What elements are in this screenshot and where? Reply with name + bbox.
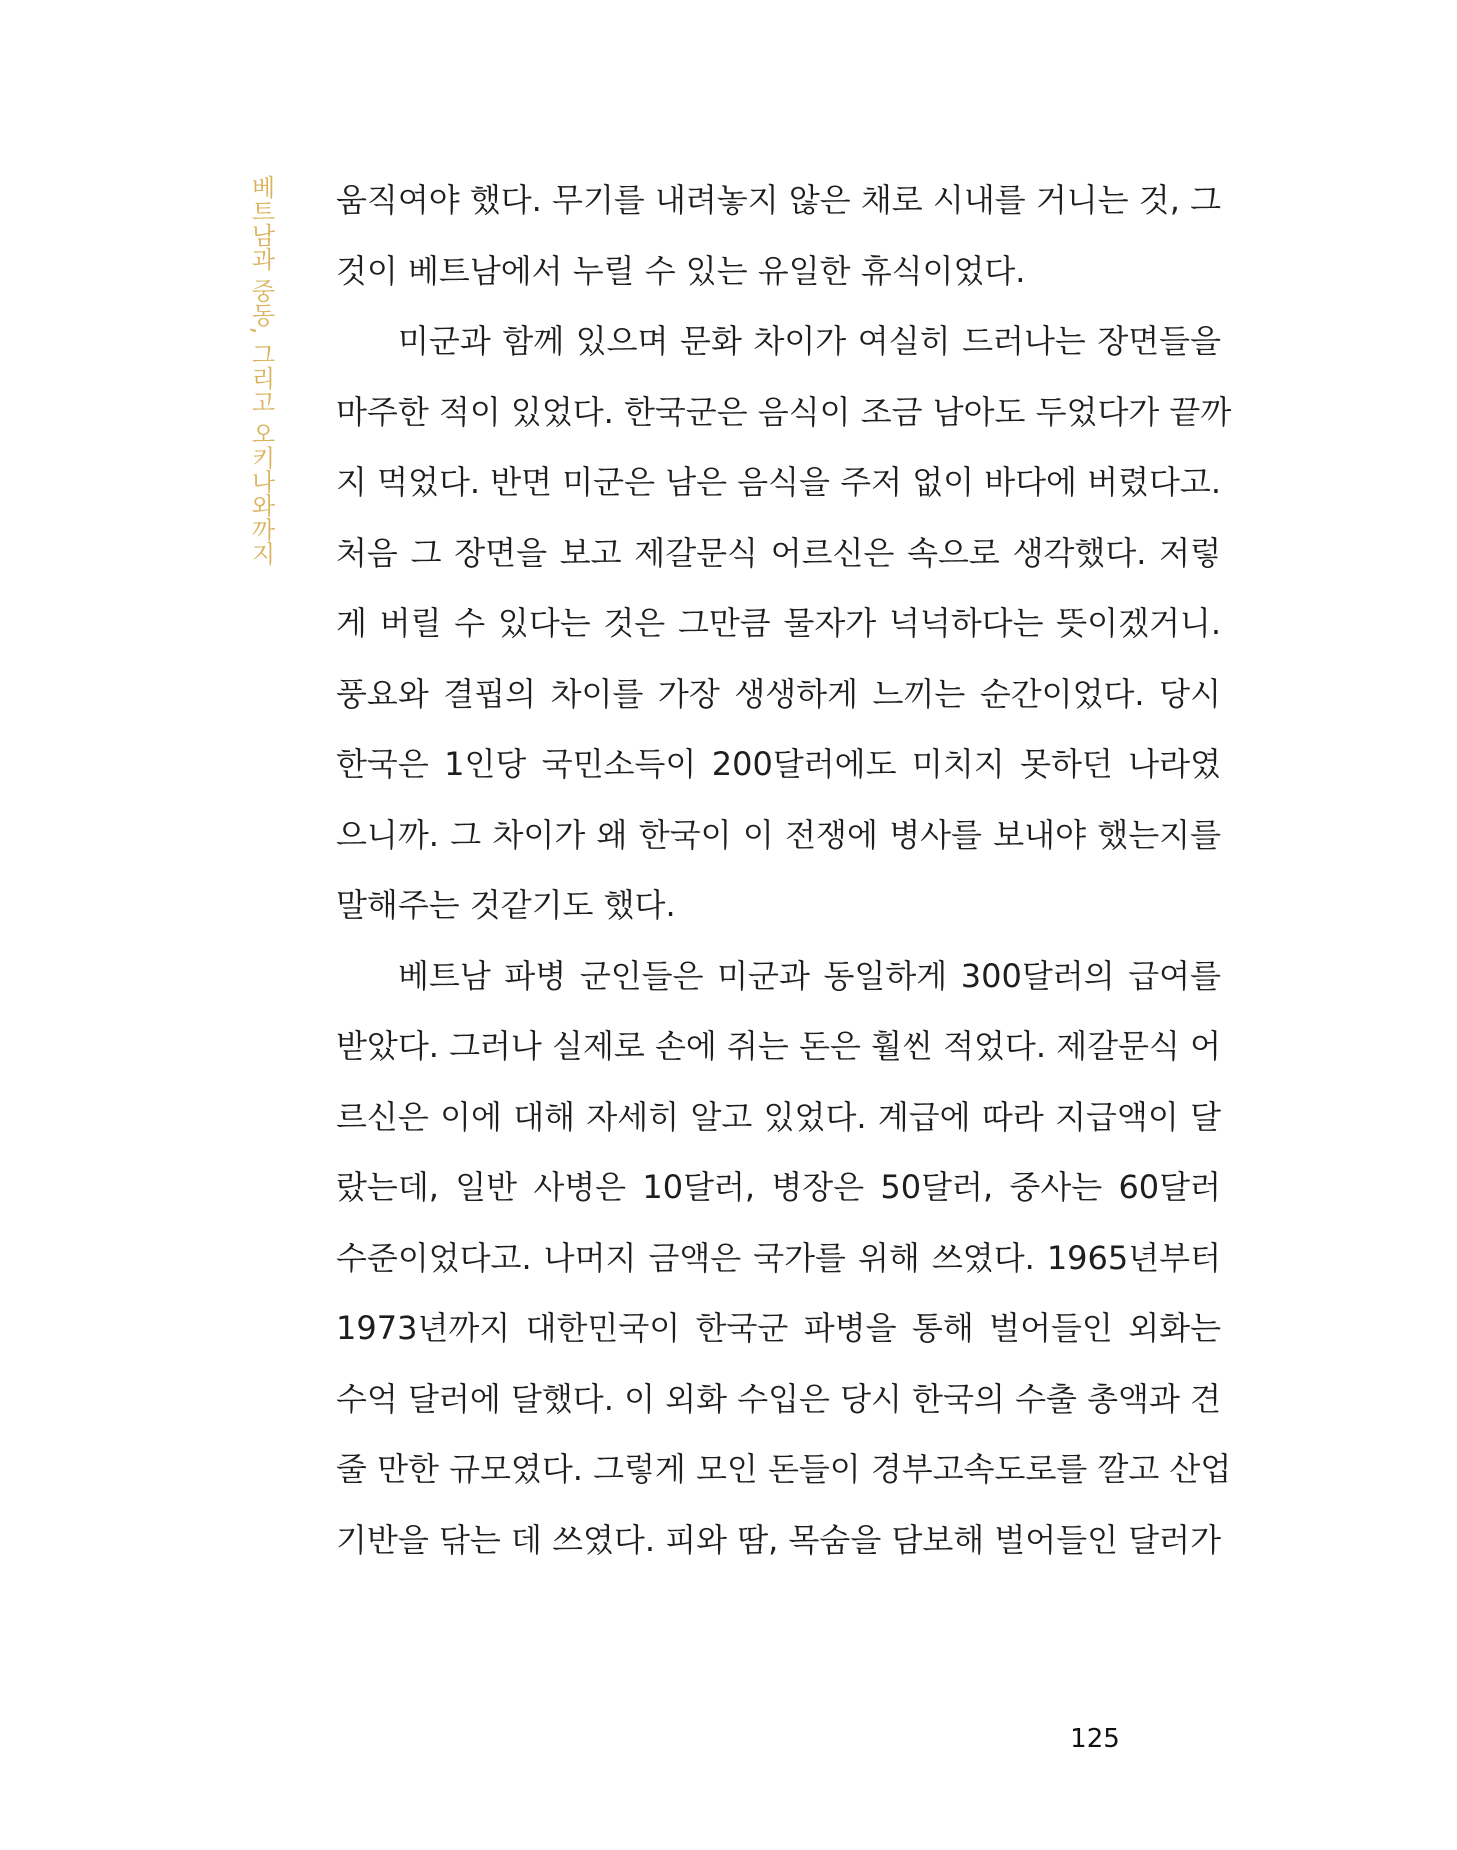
text-line: 으니까. 그 차이가 왜 한국이 이 전쟁에 병사를 보내야 했는지를 [336,815,1221,854]
running-head: 베트남과 중동, 그리고 오키나와까지 [247,175,275,566]
text-line: 르신은 이에 대해 자세히 알고 있었다. 계급에 따라 지급액이 달 [336,1097,1221,1136]
text-line: 게 버릴 수 있다는 것은 그만큼 물자가 넉넉하다는 뜻이겠거니. [336,604,1221,642]
text-line: 한국은 1인당 국민소득이 200달러에도 미치지 못하던 나라였 [336,745,1221,783]
text-line: 말해주는 것같기도 했다. [336,886,676,924]
text-line: 기반을 닦는 데 쓰였다. 피와 땀, 목숨을 담보해 벌어들인 달러가 [336,1520,1221,1559]
text-line: 랐는데, 일반 사병은 10달러, 병장은 50달러, 중사는 60달러 [336,1168,1221,1206]
text-line: 1973년까지 대한민국이 한국군 파병을 통해 벌어들인 외화는 [336,1309,1221,1347]
text-line: 것이 베트남에서 누릴 수 있는 유일한 휴식이었다. [336,251,1026,290]
text-line: 미군과 함께 있으며 문화 차이가 여실히 드러나는 장면들을 [398,322,1221,360]
text-line: 베트남 파병 군인들은 미군과 동일하게 300달러의 급여를 [398,956,1221,995]
body-text [336,165,1232,1575]
text-line: 수억 달러에 달했다. 이 외화 수입은 당시 한국의 수출 총액과 견 [336,1379,1221,1418]
text-line: 지 먹었다. 반면 미군은 남은 음식을 주저 없이 바다에 버렸다고. [336,463,1221,501]
page-number: 125 [1070,1724,1120,1754]
text-line: 마주한 적이 있었다. 한국군은 음식이 조금 남아도 두었다가 끝까 [336,392,1232,431]
text-line: 움직여야 했다. 무기를 내려놓지 않은 채로 시내를 거니는 것, 그 [336,181,1221,219]
text-line: 받았다. 그러나 실제로 손에 쥐는 돈은 훨씬 적었다. 제갈문식 어 [336,1027,1221,1065]
text-line: 풍요와 결핍의 차이를 가장 생생하게 느끼는 순간이었다. 당시 [336,674,1221,713]
text-line: 처음 그 장면을 보고 제갈문식 어르신은 속으로 생각했다. 저렇 [336,533,1221,572]
text-line: 줄 만한 규모였다. 그렇게 모인 돈들이 경부고속도로를 깔고 산업 [336,1450,1232,1488]
text-line: 수준이었다고. 나머지 금액은 국가를 위해 쓰였다. 1965년부터 [336,1238,1221,1277]
